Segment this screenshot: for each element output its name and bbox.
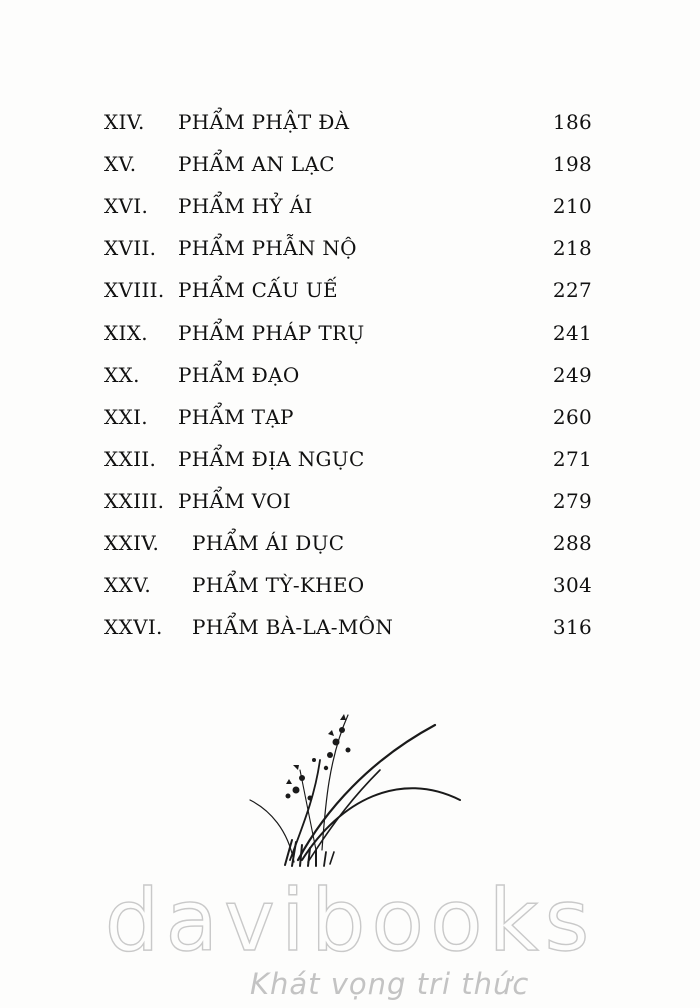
toc-entry-number: XXIV.: [104, 531, 160, 555]
toc-entry-page-number: 316: [552, 615, 592, 640]
toc-entry-number: XVI.: [104, 194, 149, 219]
toc-entry-number: XXV.: [104, 573, 151, 598]
toc-entry-number: XXIII.: [104, 488, 165, 513]
toc-entry-page-number: 288: [552, 531, 592, 555]
orchid-illustration: [230, 700, 470, 870]
toc-entry: [0, 486, 700, 516]
toc-entry: [0, 570, 700, 600]
publisher-watermark: [0, 870, 700, 1008]
toc-entry-page-number: 271: [552, 446, 592, 471]
toc-entry: [0, 149, 700, 179]
toc-entry-number: XXVI.: [104, 615, 163, 640]
toc-entry-number: XIV.: [104, 110, 145, 134]
toc-entry-number: XXI.: [104, 404, 148, 429]
toc-entry: [0, 612, 700, 642]
toc-entry-title: PHẨM PHÁP TRỤ: [178, 320, 365, 345]
toc-entry-title: PHẨM CẤU UẾ: [178, 278, 338, 303]
toc-entry-title: PHẨM TỲ-KHEO: [192, 573, 365, 598]
toc-entry: [0, 233, 700, 263]
toc-entry: [0, 528, 700, 558]
toc-entry-page-number: 260: [552, 404, 592, 429]
toc-entry-number: XIX.: [104, 320, 148, 345]
toc-entry: [0, 402, 700, 432]
toc-entry-page-number: 241: [552, 320, 592, 345]
toc-entry-number: XVIII.: [104, 278, 165, 303]
toc-entry-title: PHẨM VOI: [178, 488, 291, 513]
toc-entry-title: PHẨM AN LẠC: [178, 152, 335, 177]
toc-entry-title: PHẨM HỶ ÁI: [178, 194, 313, 219]
toc-entry: [0, 318, 700, 348]
toc-entry-number: XXII.: [104, 446, 157, 471]
toc-entry-title: PHẨM PHẬT ĐÀ: [178, 110, 350, 134]
toc-entry-page-number: 304: [552, 573, 592, 598]
toc-entry-page-number: 198: [552, 152, 592, 177]
toc-entry-number: XV.: [104, 152, 137, 177]
toc-entry-title: PHẨM ĐỊA NGỤC: [178, 446, 365, 471]
toc-entry-title: PHẨM ĐẠO: [178, 362, 300, 387]
watermark-brand: davibooks: [104, 871, 596, 971]
toc-entry: [0, 275, 700, 305]
toc-entry-page-number: 218: [552, 236, 592, 261]
toc-entry-number: XX.: [104, 362, 140, 387]
toc-entry-title: PHẨM ÁI DỤC: [192, 531, 345, 555]
watermark-tagline: Khát vọng tri thức: [250, 967, 530, 1001]
toc-entry-number: XVII.: [104, 236, 157, 261]
toc-entry: [0, 360, 700, 390]
toc-entry-title: PHẨM PHẪN NỘ: [178, 236, 357, 261]
toc-entry: [0, 107, 700, 137]
toc-entry: [0, 444, 700, 474]
toc-entry-page-number: 279: [552, 488, 592, 513]
toc-entry-title: PHẨM TẠP: [178, 404, 294, 429]
toc-entry-page-number: 186: [552, 110, 592, 134]
toc-entry-page-number: 227: [552, 278, 592, 303]
toc-entry-page-number: 249: [552, 362, 592, 387]
toc-entry-page-number: 210: [552, 194, 592, 219]
toc-entry-title: PHẨM BÀ-LA-MÔN: [192, 615, 394, 640]
toc-entry: [0, 191, 700, 221]
